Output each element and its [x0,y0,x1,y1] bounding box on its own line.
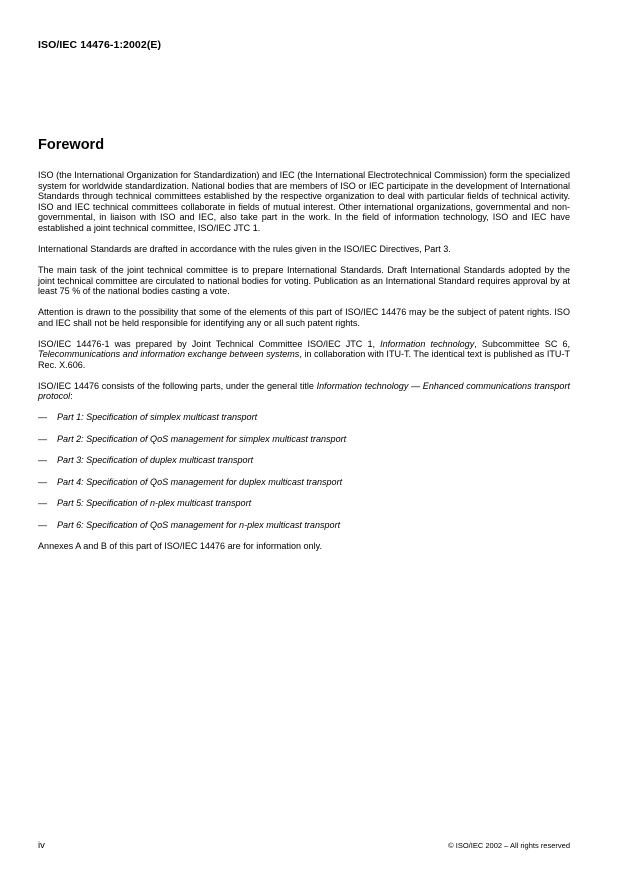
list-item-text: Part 5: Specification of n-plex multicast transport [57,498,252,509]
list-item [38,412,570,423]
list-item [38,455,570,466]
page-number: iv [38,840,45,851]
dash-bullet: — [38,455,48,466]
list-item [38,477,570,488]
foreword-body [38,170,570,552]
text-run: : [70,391,73,402]
paragraph-patent-rights: Attention is drawn to the possibility that some of the elements of this part of ISO/IEC 14476 may be the subject of patent rights. ISO and IEC shall not be held responsible for identifying any or all such patent rights. [38,307,570,328]
paragraph-main-task: The main task of the joint technical committee is to prepare International Standards. Draft International Standards adopted by the joint technical committee are circulated to national bodies for voting. Publication as an International Standard requires approval by at least 75 % of the national bodies casting a vote. [38,264,570,297]
paragraph-prepared-by [38,339,570,371]
parts-list [38,412,570,530]
copyright-notice: © ISO/IEC 2002 – All rights reserved [448,841,570,850]
list-item-text: Part 3: Specification of duplex multicast transport [57,455,254,466]
paragraph-annexes: Annexes A and B of this part of ISO/IEC 14476 are for information only. [38,541,322,552]
dash-bullet: — [38,519,48,530]
dash-bullet: — [38,433,48,444]
dash-bullet: — [38,476,48,487]
list-item-text: Part 4: Specification of QoS management for duplex multicast transport [57,476,343,487]
document-id-header: ISO/IEC 14476-1:2002(E) [38,39,162,51]
paragraph-consists-of [38,381,570,402]
paragraph-directives: International Standards are drafted in accordance with the rules given in the ISO/IEC Directives, Part 3. [38,243,451,254]
text-run: ISO/IEC 14476-1 was prepared by Joint Technical Committee ISO/IEC JTC 1, [38,338,381,349]
list-item-text: Part 1: Specification of simplex multicast transport [57,412,258,423]
text-run: , Subcommittee SC 6, [474,338,571,349]
list-item-text: Part 2: Specification of QoS management for simplex multicast transport [57,433,347,444]
text-run: ISO/IEC 14476 consists of the following parts, under the general title [38,380,317,391]
text-run: , in collaboration with ITU-T. The identical text is published as ITU-T Rec. X.606. [38,349,570,370]
dash-bullet: — [38,498,48,509]
list-item [38,498,570,509]
list-item [38,434,570,445]
text-run-italic: Telecommunications and information exchange between systems [38,349,300,360]
text-run-italic: Information technology — Enhanced communications transport protocol [38,380,570,402]
list-item [38,520,570,531]
paragraph-intro: ISO (the International Organization for Standardization) and IEC (the International Electrotechnical Commission) form the specialized system for worldwide standardization. National bodies that are members of ISO or IEC participate in the development of International Standards through technical committees established by the respective organization to deal with particular fields of technical activity. ISO and IEC technical committees collaborate in fields of mutual interest. Other international organizations, governmental and non-governmental, in liaison with ISO and IEC, also take part in the work. In the field of information technology, ISO and IEC have established a joint technical committee, ISO/IEC JTC 1. [38,170,570,233]
list-item-text: Part 6: Specification of QoS management for n-plex multicast transport [57,519,341,530]
text-run-italic: Information technology [380,338,475,349]
page-title: Foreword [38,137,105,153]
dash-bullet: — [38,412,48,423]
